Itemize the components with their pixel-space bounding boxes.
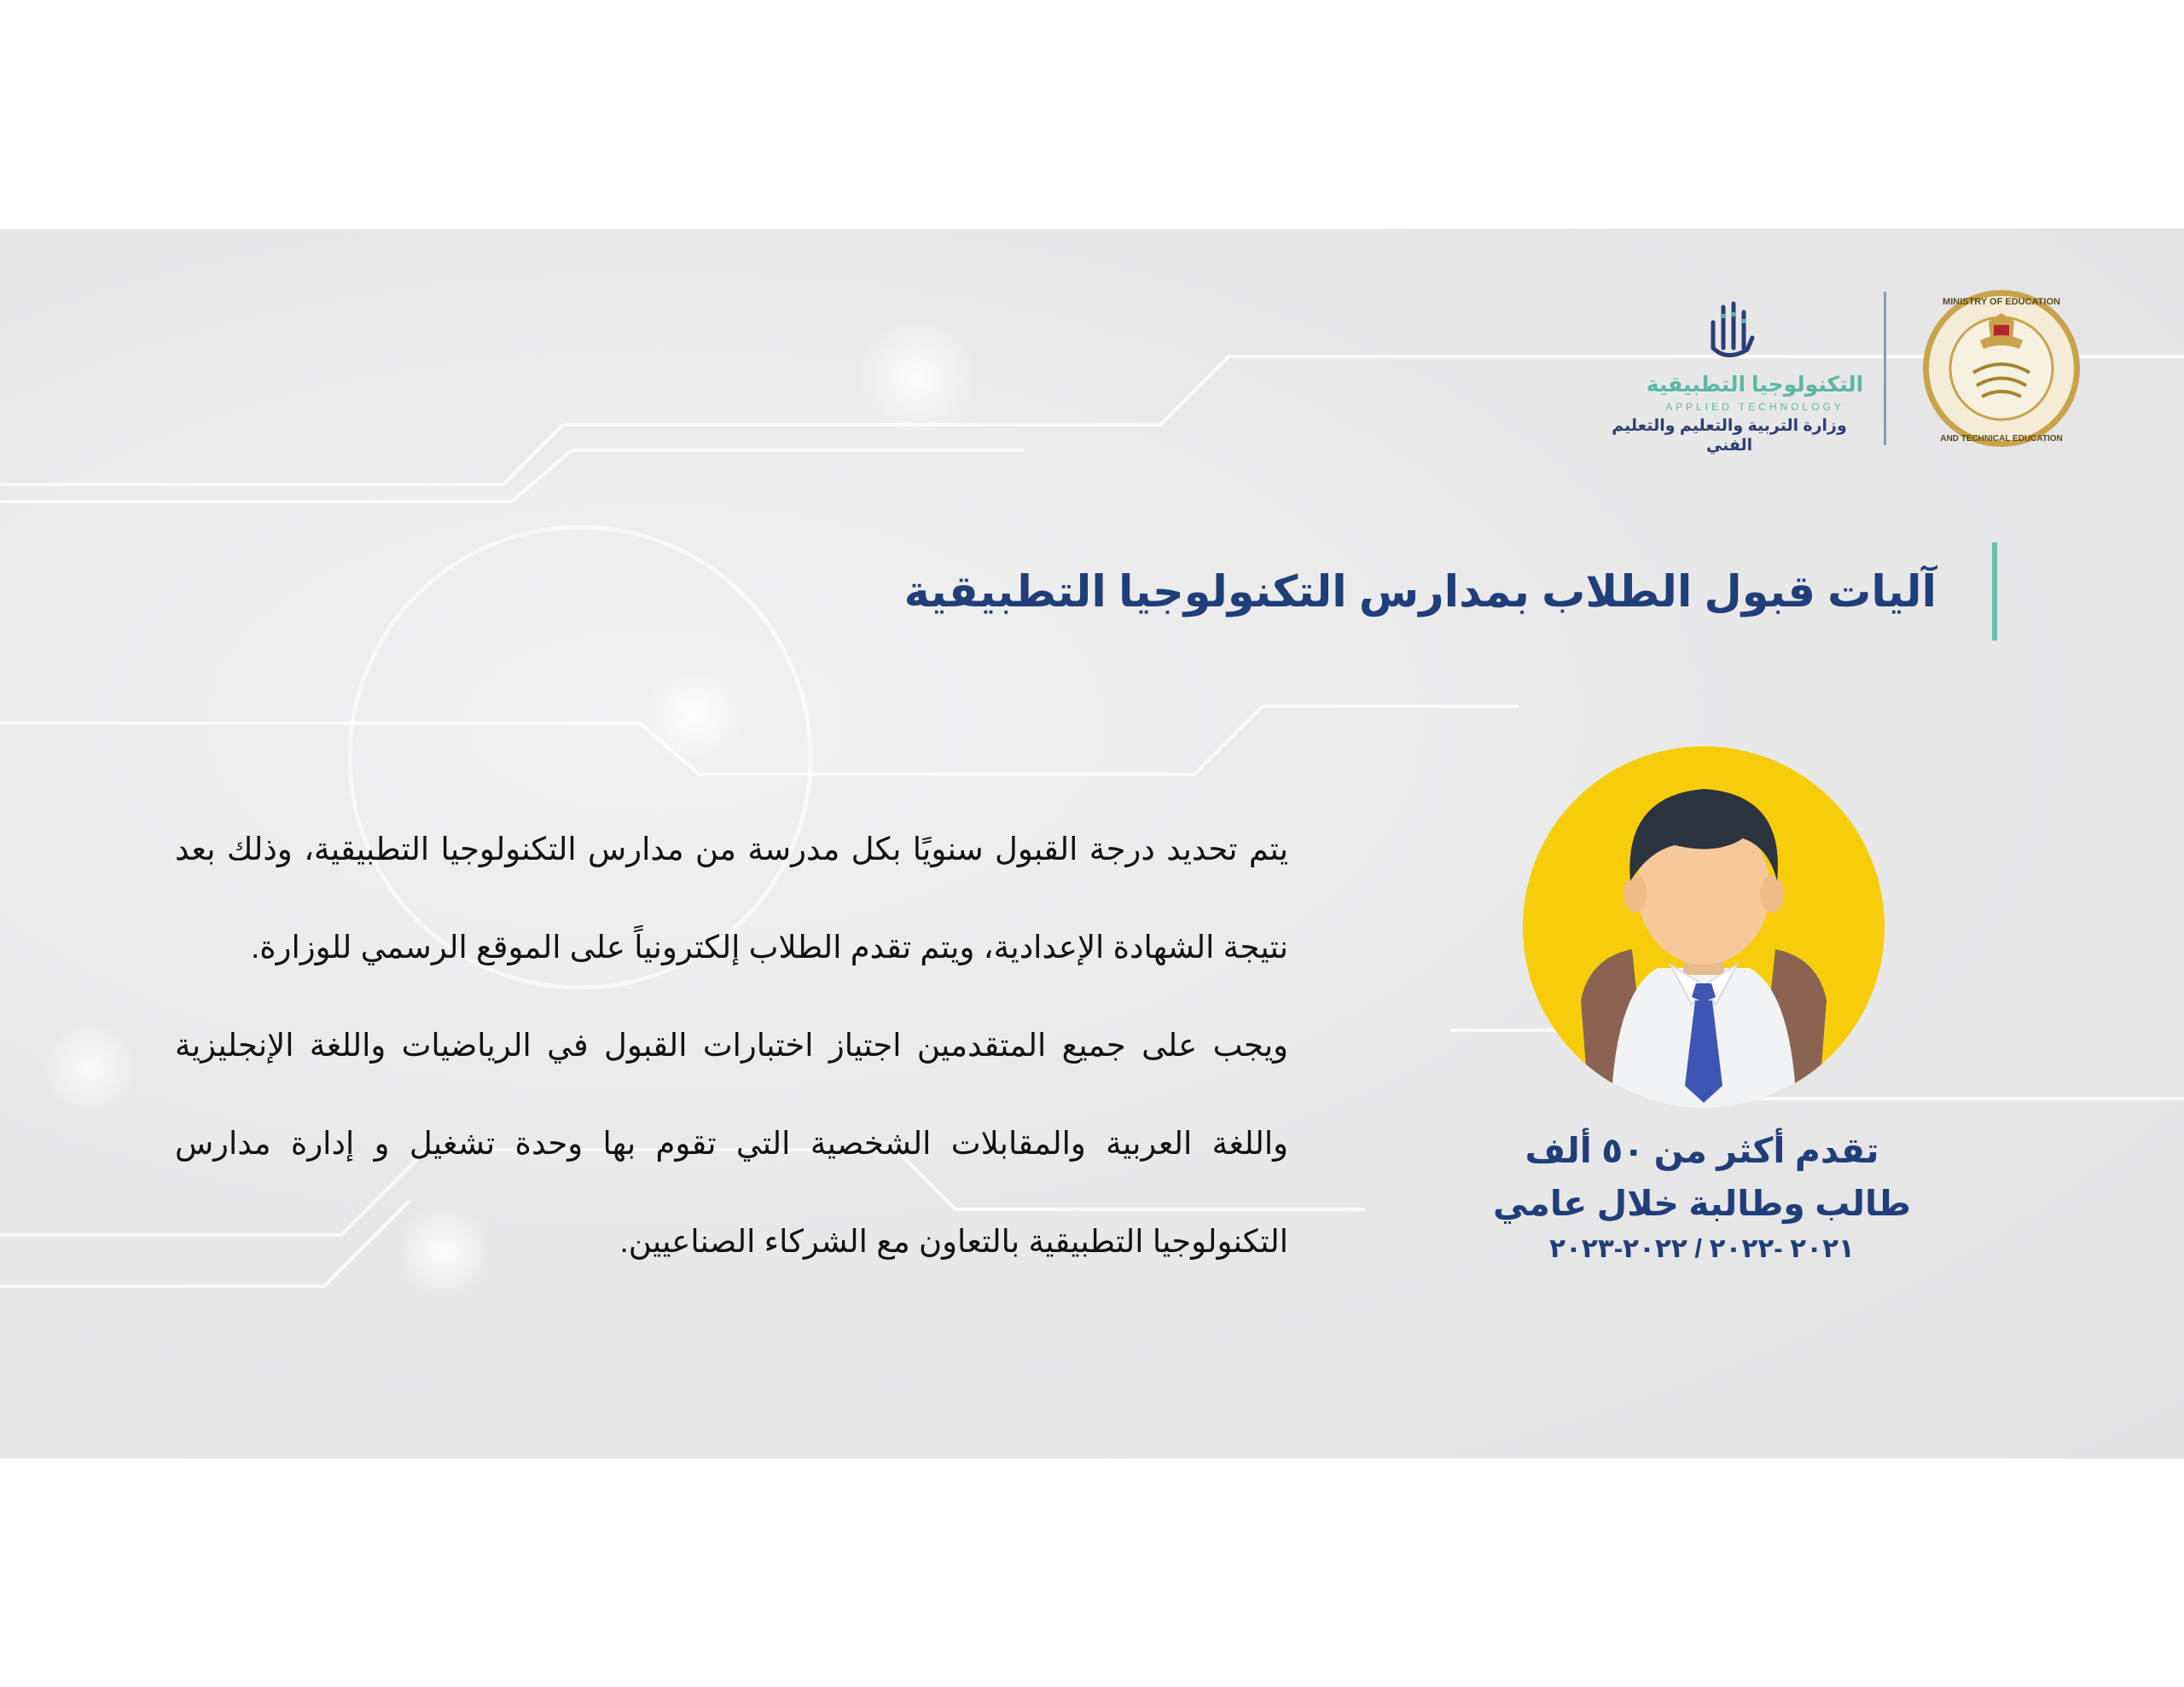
ministry-name: وزارة التربية والتعليم والتعليم الفني [1612, 417, 1847, 455]
ministry-seal-logo [1920, 287, 2082, 449]
slide [0, 229, 2184, 1458]
stat-line-2: طالب وطالبة خلال عامي [1493, 1184, 1911, 1223]
student-avatar-icon [1521, 745, 1886, 1110]
applied-technology-logo [1589, 297, 1870, 455]
title-accent-bar [1992, 542, 1997, 641]
page-title: آليات قبول الطلاب بمدارس التكنولوجيا التطبيقية [903, 567, 1937, 616]
hand-building-icon [1696, 297, 1764, 365]
logo-divider [1884, 292, 1886, 445]
paragraph-admission-score: يتم تحديد درجة القبول سنويًا بكل مدرسة من مدارس التكنولوجيا التطبيقية، وذلك بعد نتيجة الشهادة الإعدادية، ويتم تقدم الطلاب إلكترونياً على الموقع الرسمي للوزارة. [175, 832, 1288, 965]
seal-ring-text-bottom: AND TECHNICAL EDUCATION [1940, 434, 2063, 443]
stat-years: ٢٠٢١ -٢٠٢٢ / ٢٠٢٢-٢٠٢٣ [1549, 1233, 1855, 1263]
stat-line-1: تقدم أكثر من ٥٠ ألف [1525, 1131, 1879, 1170]
body-text [175, 800, 1288, 1290]
applicants-stat [1450, 1124, 1954, 1266]
paragraph-admission-tests: ويجب على جميع المتقدمين اجتياز اختبارات القبول في الرياضيات واللغة الإنجليزية واللغة العربية والمقابلات الشخصية التي تقوم بها وحدة تشغيل و إدارة مدارس التكنولوجيا التطبيقية بالتعاون مع الشركاء الصناعيين. [175, 1028, 1288, 1259]
brand-arabic: التكنولوجيا التطبيقية [1646, 373, 1864, 397]
seal-ring-text: MINISTRY OF EDUCATION [1943, 297, 2060, 307]
brand-english: APPLIED TECHNOLOGY [1665, 401, 1844, 413]
